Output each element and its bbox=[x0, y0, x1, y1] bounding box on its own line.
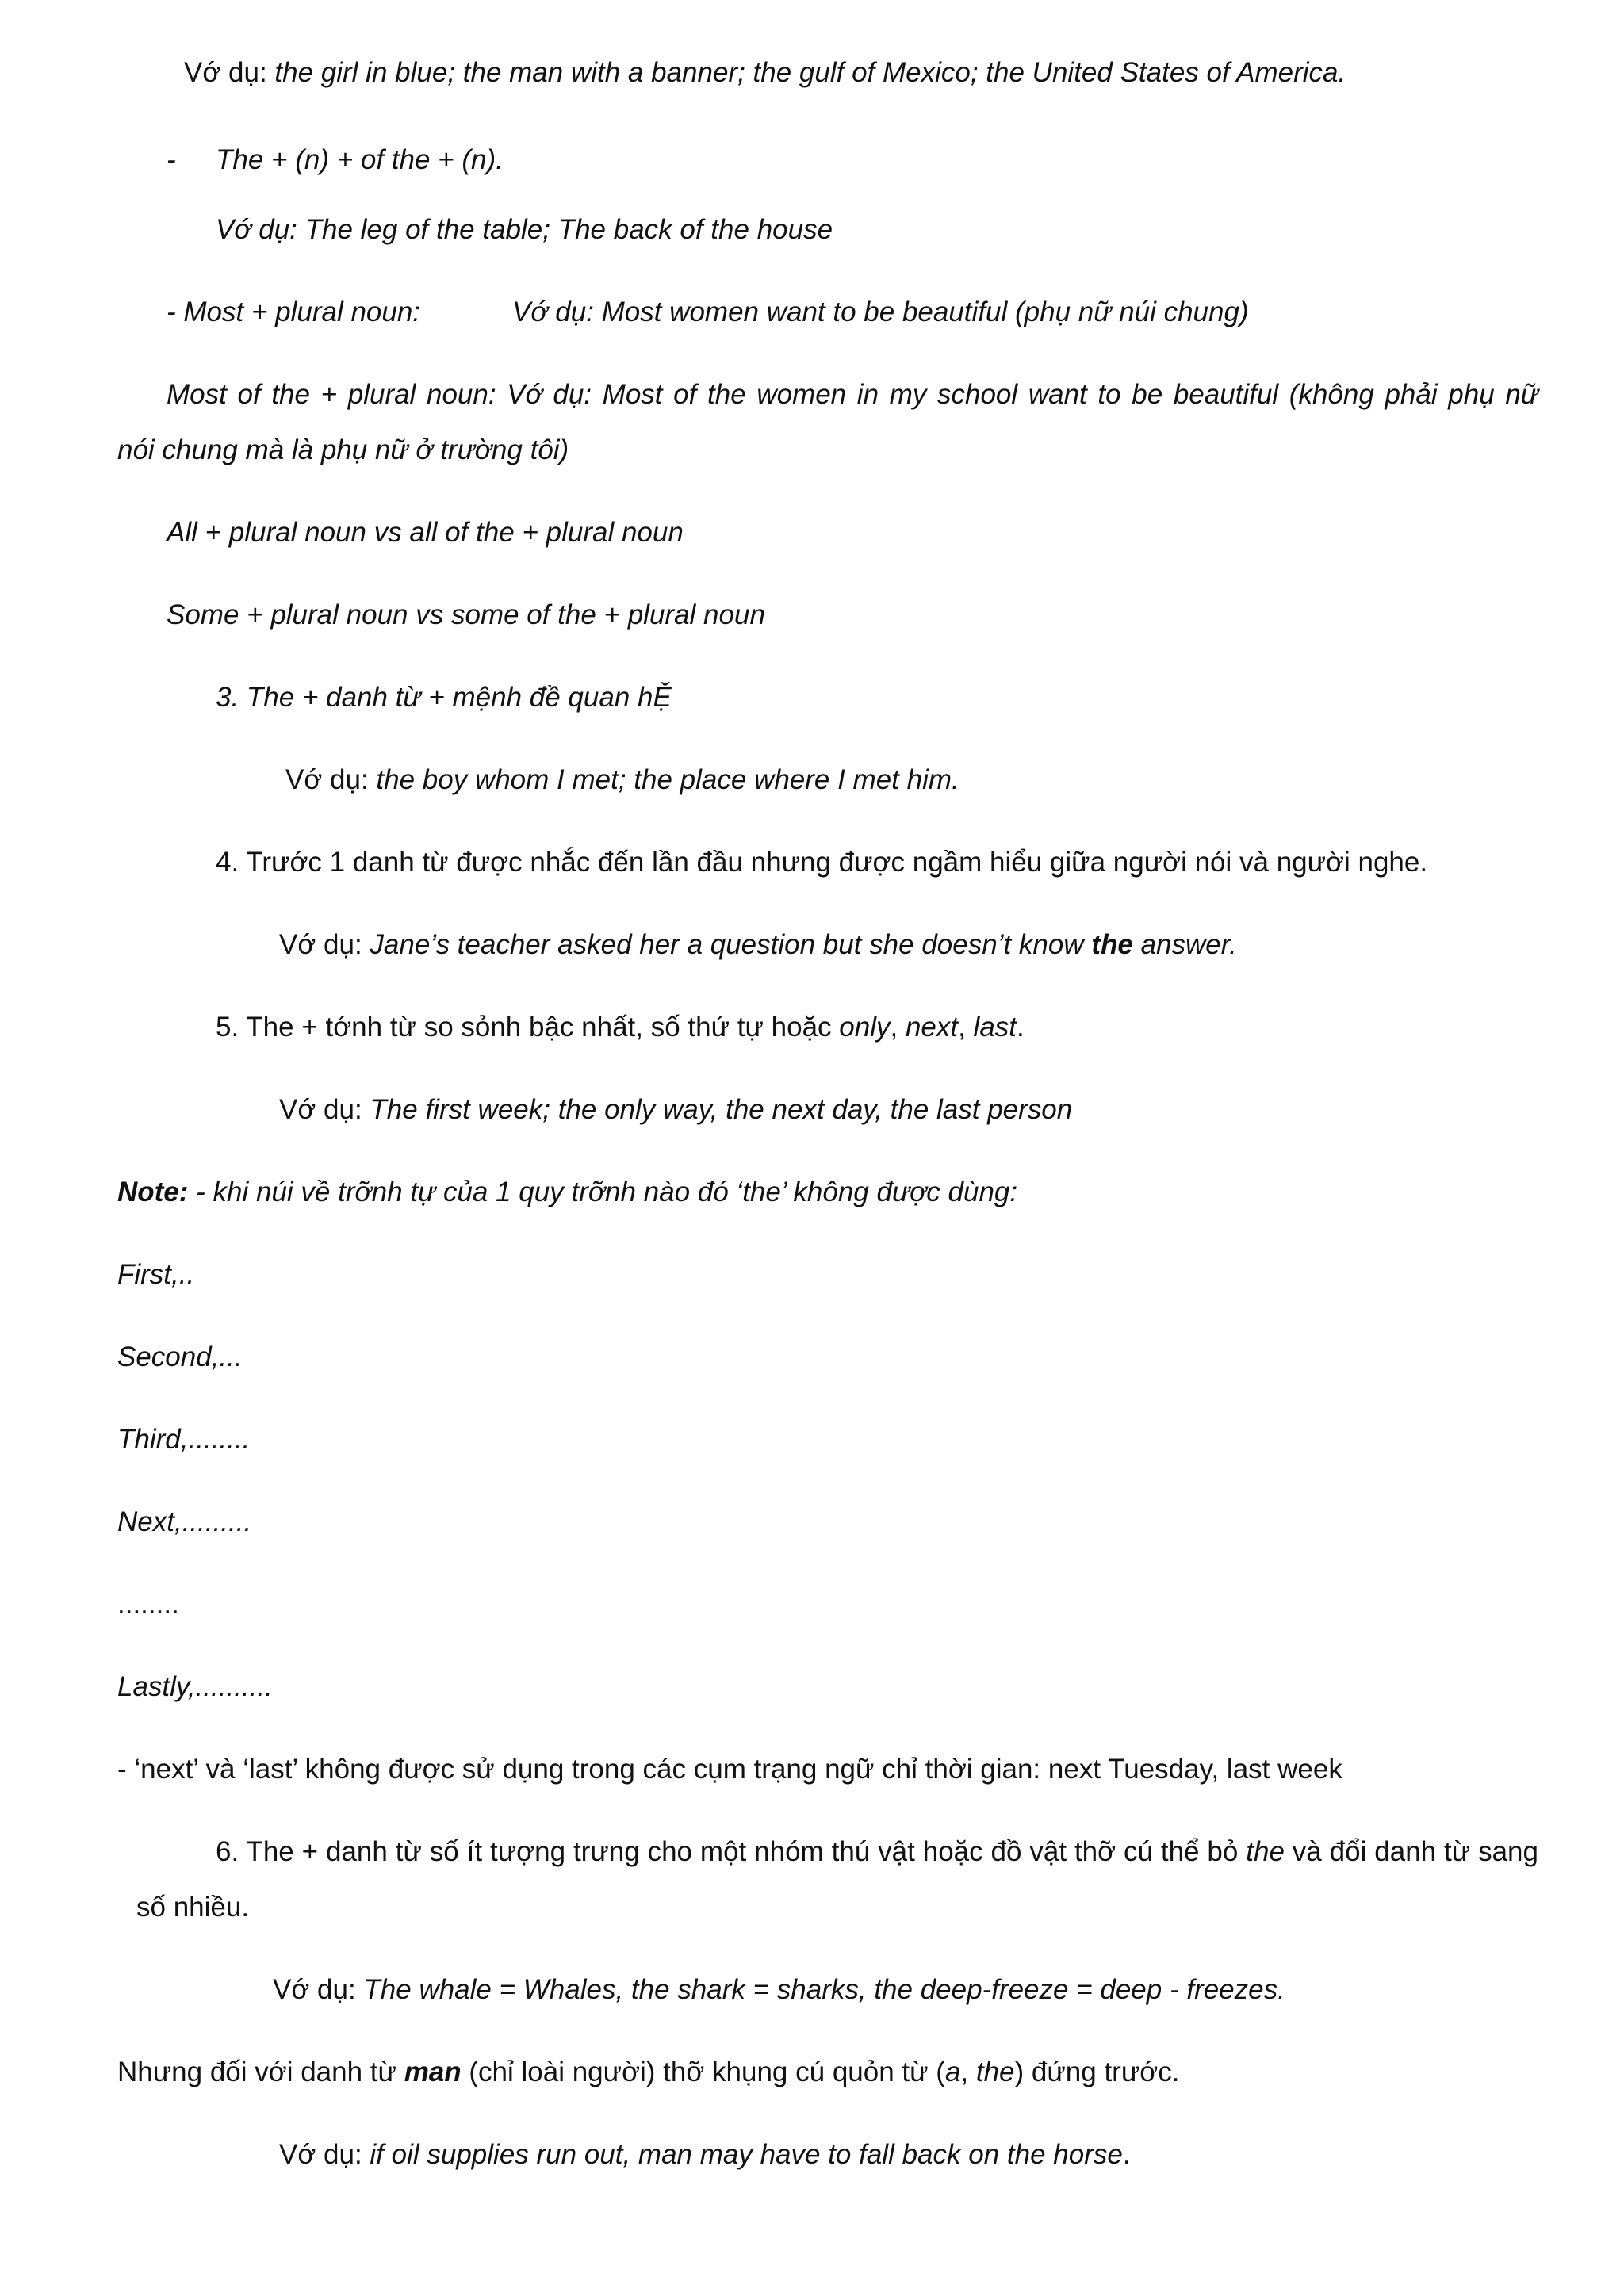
sequence-item: Next,......... bbox=[117, 1506, 252, 1537]
sequence-item: First,.. bbox=[117, 1259, 195, 1290]
rule-line: All + plural noun vs all of the + plural noun bbox=[167, 517, 684, 548]
example-line: Vớ dụ: The leg of the table; The back of the house bbox=[216, 214, 833, 245]
rule-line: The + (n) + of the + (n). bbox=[216, 144, 504, 175]
note-line: Note: - khi núi về trỡnh tự của 1 quy trỡnh nào đó ‘the’ không được dùng: bbox=[117, 1177, 1018, 1207]
rule-line: - Most + plural noun: bbox=[167, 297, 421, 327]
rule-line-continuation: nói chung mà là phụ nữ ở trường tôi) bbox=[117, 434, 569, 465]
note-line: - ‘next’ và ‘last’ không được sử dụng trong các cụm trạng ngữ chỉ thời gian: next Tuesday, last week bbox=[117, 1754, 1342, 1785]
example-line: Vớ dụ: the girl in blue; the man with a banner; the gulf of Mexico; the United States of America. bbox=[184, 57, 1346, 88]
example-line: Vớ dụ: the boy whom I met; the place where I met him. bbox=[285, 764, 959, 795]
sequence-item: ........ bbox=[117, 1589, 179, 1620]
bullet: - bbox=[167, 144, 176, 175]
rule-heading: 6. The + danh từ số ít tượng trưng cho một nhóm thú vật hoặc đồ vật thỡ cú thể bỏ the và đổi danh từ sang bbox=[216, 1836, 1538, 1867]
example-line: Vớ dụ: Jane’s teacher asked her a question but she doesn’t know the answer. bbox=[279, 929, 1237, 960]
sequence-item: Third,........ bbox=[117, 1424, 251, 1455]
rule-heading: 4. Trước 1 danh từ được nhắc đến lần đầu nhưng được ngầm hiểu giữa người nói và người nghe. bbox=[216, 847, 1428, 878]
note-line: Nhưng đối với danh từ man (chỉ loài người) thỡ khụng cú quỏn từ (a, the) đứng trước. bbox=[117, 2057, 1180, 2087]
example-line: Vớ dụ: if oil supplies run out, man may have to fall back on the horse. bbox=[279, 2139, 1131, 2170]
rule-line: Most of the + plural noun: Vớ dụ: Most of the women in my school want to be beautiful (không phải phụ nữ bbox=[167, 379, 1538, 410]
sequence-item: Lastly,.......... bbox=[117, 1671, 273, 1702]
example-line: Vớ dụ: The whale = Whales, the shark = sharks, the deep-freeze = deep - freezes. bbox=[273, 1974, 1285, 2005]
rule-line: Some + plural noun vs some of the + plural noun bbox=[167, 599, 765, 630]
sequence-item: Second,... bbox=[117, 1341, 243, 1372]
rule-line bbox=[167, 143, 176, 178]
rule-heading: 5. The + tớnh từ so sỏnh bậc nhất, số thứ tự hoặc only, next, last. bbox=[216, 1012, 1025, 1043]
example-line: Vớ dụ: Most women want to be beautiful (phụ nữ núi chung) bbox=[512, 297, 1249, 327]
rule-heading: 3. The + danh từ + mệnh đề quan hỆ bbox=[216, 682, 672, 713]
example-line: Vớ dụ: The first week; the only way, the next day, the last person bbox=[279, 1094, 1073, 1125]
rule-heading-continuation: số nhiều. bbox=[136, 1892, 250, 1923]
